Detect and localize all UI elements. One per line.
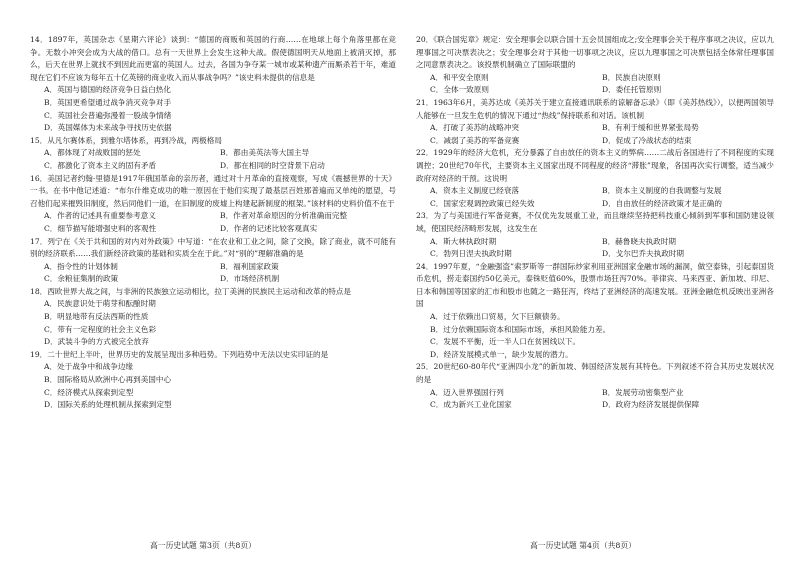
- page-footer-left: 高一历史试题 第3页（共8页）: [150, 541, 256, 550]
- answer-option: D．市场经济机制: [220, 274, 280, 284]
- answer-options: [30, 361, 396, 411]
- option-row: [30, 223, 396, 236]
- option-row: [416, 72, 774, 85]
- answer-option: A．和平安全原则: [430, 72, 489, 82]
- answer-option: C．发展不平衡，近一半人口在贫困线以下。: [430, 337, 581, 347]
- answer-option: B．资本主义制度的自我调整与发展: [602, 186, 722, 196]
- answer-options: [416, 387, 774, 412]
- answer-option: B．明显地带有反法西斯的性质: [44, 312, 149, 322]
- answer-options: [416, 122, 774, 147]
- option-row: [416, 198, 774, 211]
- answer-option: B．英国更希望通过战争消灭竞争对手: [44, 97, 172, 107]
- question: [416, 261, 774, 362]
- question: [416, 97, 774, 147]
- question-stem: 25．20世纪60-80年代“亚洲四小龙”的新加坡、韩国经济发展有其特色。下列叙述不符合其历史发展状况的是: [416, 362, 774, 385]
- question-stem: 21．1963年6月，美苏达成《美苏关于建立直接通讯联系的谅解备忘录》（即《美苏热线》），以便两国领导人能够在一旦发生危机的情况下通过“热线”保持联系和对话。该机制: [416, 97, 774, 120]
- option-row: [30, 273, 396, 286]
- question-stem: 24．1997年夏，“金融强盗”索罗斯等一群国际炒家利用亚洲国家金融市场的漏洞，做空泰铢，引起泰国货币危机，捞走泰国约50亿美元，泰铢贬值60%，股票市场狂泻70%。菲律宾、马来西亚、新加坡、印尼、日本和韩国等国家的汇市和股市也随之一路狂泻，终结了亚洲经济的高速发展。亚洲金融危机反映出亚洲各国: [416, 261, 774, 309]
- answer-options: [30, 147, 396, 172]
- option-row: [416, 122, 774, 135]
- question-stem: 20．《联合国宪章》规定：安全理事会以联合国十五会员国组成之;安全理事会关于程序事项之决议，应以九理事国之可决票表决之；安全理事会对于其他一切事项之决议，应以九理事国之可决票包括全体常任理事国之同意票表决之。该投票机制确立了国际联盟的: [416, 35, 774, 70]
- answer-option: C．都激化了资本主义的固有矛盾: [44, 160, 157, 170]
- question-stem: 17．列宁在《关于共和国的对内对外政策》中写道：“在农业和工业之间，除了交换，除了商业，就不可能有别的经济联系……我们新经济政策的基础和实质全在于此。”对“别的”理解准确的是: [30, 236, 396, 259]
- answer-option: D．政府为经济发展提供保障: [602, 400, 700, 410]
- option-row: [416, 387, 774, 400]
- answer-option: D．武装斗争的方式被完全放弃: [44, 337, 149, 347]
- answer-option: C．成为新兴工业化国家: [430, 400, 512, 410]
- answer-options: [30, 84, 396, 134]
- question: [30, 286, 396, 349]
- answer-option: A．迈入世界强国行列: [430, 387, 504, 397]
- question-stem: 14．1897年，英国杂志《星期六评论》谈到：“德国的商贩和英国的行商……在地球上每个角落里都在竞争。无数小冲突会成为大战的借口。总有一天世界上会发生这种大战。假使德国明天从地面上被消灭掉，那么，后天在世界上就找不到因此而更富的英国人。过去，各国为争夺某一城市或某种遗产而厮杀若干年，难道现在它们不应该为每年五十亿英镑的商业收入而从事战争吗？”该史料未提供的信息是: [30, 35, 396, 82]
- left-column: [30, 34, 396, 412]
- question-stem: 23．为了与美国进行军备竞赛，不仅优先发展重工业，而且继续坚持把科技重心倾斜到军事和国防建设领域，使国民经济畸形发展，这发生在: [416, 211, 774, 233]
- answer-option: B．民族自决原则: [602, 72, 661, 82]
- answer-option: A．指令性的计划体制: [44, 261, 118, 271]
- option-row: [30, 261, 396, 274]
- option-row: [416, 248, 774, 261]
- answer-option: D．自由放任的经济政策才是正确的: [602, 198, 722, 208]
- answer-option: A．民族意识处于萌芽和酝酿时期: [44, 299, 156, 309]
- option-row: [416, 399, 774, 412]
- question: [30, 173, 396, 236]
- option-row: [416, 236, 774, 249]
- answer-option: D．促成了冷战状态的结束: [602, 135, 692, 145]
- answer-option: D．戈尔巴乔夫执政时期: [602, 249, 685, 259]
- answer-option: A．都体现了对战败国的惩处: [44, 148, 141, 158]
- answer-options: [416, 311, 774, 361]
- answer-option: C．勃列日涅夫执政时期: [430, 249, 512, 259]
- question: [416, 34, 774, 97]
- answer-option: B．过分依赖国际资本和国际市场，承担风险能力差。: [430, 324, 611, 334]
- option-row: [30, 160, 396, 173]
- option-row: [416, 135, 774, 148]
- answer-options: [416, 72, 774, 97]
- answer-option: B．都由美英法等大国主导: [220, 148, 310, 158]
- answer-option: B．发展劳动密集型产业: [602, 387, 684, 397]
- answer-option: D．英国媒体为未来战争寻找历史依据: [44, 123, 172, 133]
- question: [30, 349, 396, 412]
- option-row: [30, 147, 396, 160]
- answer-option: D．经济发展模式单一，缺少发展的潜力。: [430, 349, 573, 359]
- answer-option: D．国际关系的处理机制从探索到定型: [44, 400, 172, 410]
- page-footer-right: 高一历史试题 第4页（共8页）: [530, 541, 636, 550]
- question: [30, 34, 396, 135]
- question: [416, 210, 774, 260]
- answer-option: D．委任托管原则: [602, 85, 662, 95]
- answer-option: B．赫鲁晓夫执政时期: [602, 236, 676, 246]
- question-stem: 18．西欧世界大战之间，与非洲的民族独立运动相比，拉丁美洲的民族民主运动和改革的特点是: [30, 286, 352, 296]
- right-column: [416, 34, 774, 412]
- answer-option: B．国际格局从欧洲中心再到美国中心: [44, 375, 172, 385]
- answer-options: [30, 210, 396, 235]
- question-stem: 16．美国记者约翰·里德是1917年俄国革命的亲历者，通过对十月革命的直接观察，写成《震撼世界的十天》一书。在书中他记述道：“布尔什维克成功的唯一原因在于他们实现了最基层百姓那普遍而又单纯的愿望，号召他们起来摧毁旧制度，然后同他们一道，在旧制度的废墟上构建起新制度的框架。”该材料的史料价值不在于: [30, 173, 396, 208]
- answer-option: A．作者的记述具有重要参考意义: [44, 211, 156, 221]
- answer-options: [416, 236, 774, 261]
- option-row: [416, 84, 774, 97]
- answer-options: [30, 261, 396, 286]
- answer-option: B．作者对革命原因的分析准确而完整: [220, 211, 348, 221]
- answer-options: [30, 298, 396, 348]
- answer-option: A．英国与德国的经济竞争日益白热化: [44, 85, 171, 95]
- answer-option: C．余粮征集制的政策: [44, 274, 119, 284]
- answer-option: A．打破了美苏的战略冲突: [430, 123, 520, 133]
- question: [416, 361, 774, 411]
- question-stem: 15．从凡尔赛体系，到雅尔塔体系，再到冷战，两极格局: [30, 135, 222, 145]
- answer-option: C．国家宏观调控政策已经失效: [430, 198, 535, 208]
- question-stem: 19．二十世纪上半叶，世界历史的发展呈现出多种趋势。下列趋势中无法以史实印证的是: [30, 349, 329, 359]
- answer-option: C．全体一致原则: [430, 85, 489, 95]
- answer-option: C．英国社会普遍弥漫着一股战争情绪: [44, 110, 172, 120]
- question: [30, 135, 396, 173]
- option-row: [416, 185, 774, 198]
- answer-option: C．细节描写能增强史料的客观性: [44, 223, 157, 233]
- answer-option: A．资本主义制度已经衰落: [430, 186, 520, 196]
- answer-option: A．过于依赖出口贸易，欠下巨额债务。: [430, 312, 565, 322]
- answer-option: C．带有一定程度的社会主义色彩: [44, 324, 157, 334]
- answer-option: D．作者的记述比较客观真实: [220, 223, 318, 233]
- question: [416, 147, 774, 210]
- answer-option: C．减弱了美苏的军备竞赛: [430, 135, 520, 145]
- question: [30, 236, 396, 286]
- answer-options: [416, 185, 774, 210]
- answer-option: C．经济模式从探索到定型: [44, 387, 134, 397]
- answer-option: D．都在相同的时空背景下启动: [220, 160, 325, 170]
- answer-option: B．有利于缓和世界紧张局势: [602, 123, 699, 133]
- answer-option: B．福利国家政策: [220, 261, 279, 271]
- question-stem: 22．1929年的经济大危机，充分暴露了自由放任的资本主义的弊病……二战后各国进行了不同程度的实现调控；20世纪70年代，主要资本主义国家出现不同程度的经济“滞胀”现象，各国再次实行调整，适当减少政府对经济的干预。这说明: [416, 148, 774, 183]
- answer-option: A．斯大林执政时期: [430, 236, 497, 246]
- answer-option: A．处于战争中和战争边缘: [44, 362, 134, 372]
- option-row: [30, 210, 396, 223]
